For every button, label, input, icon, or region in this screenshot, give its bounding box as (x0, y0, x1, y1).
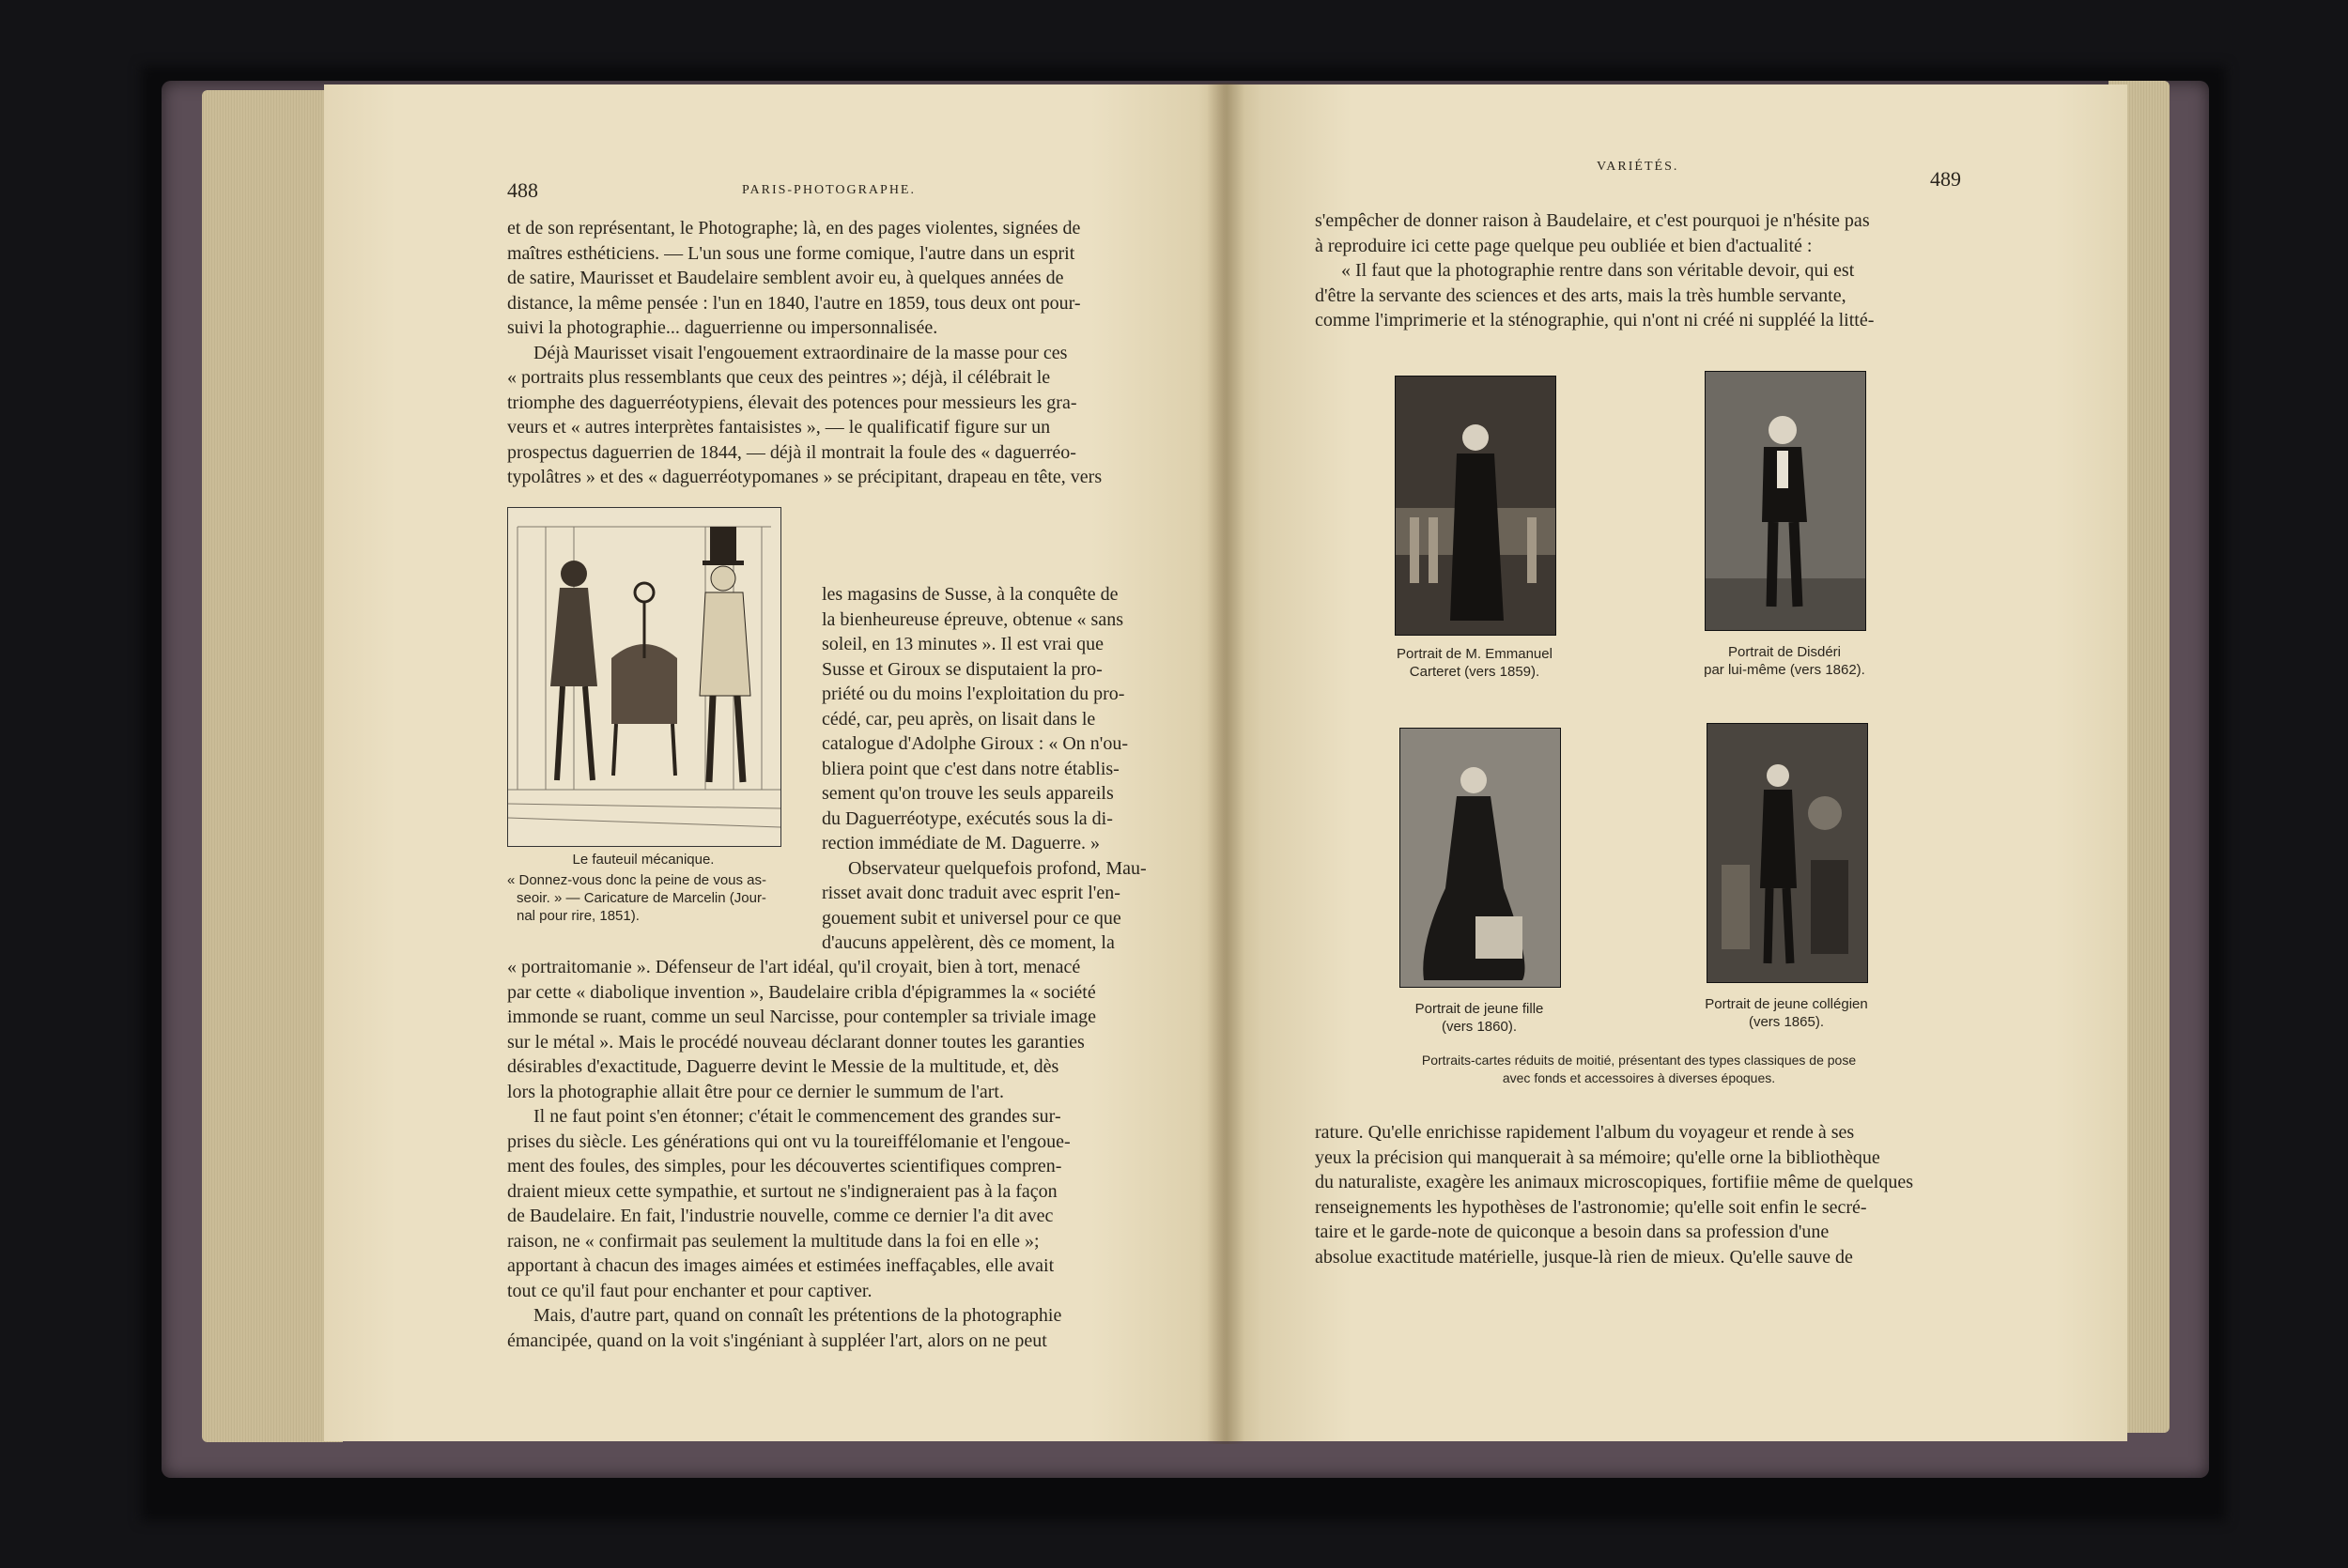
text-line: distance, la même pensée : l'un en 1840, l'autre en 1859, tous deux ont pour- (507, 292, 1081, 314)
caption-line: seoir. » — Caricature de Marcelin (Jour- (517, 890, 766, 906)
text-line: renseignements les hypothèses de l'astronomie; qu'elle soit enfin le secré- (1315, 1196, 1867, 1218)
text-line: suivi la photographie... daguerrienne ou impersonnalisée. (507, 317, 938, 338)
text-line: soleil, en 13 minutes ». Il est vrai que (822, 634, 1104, 654)
caption-line: Portrait de jeune collégien (1705, 996, 1868, 1012)
caption-line: Portraits-cartes réduits de moitié, présentant des types classiques de pose (1421, 1053, 1857, 1068)
caption-line: (vers 1860). (1441, 1019, 1518, 1035)
text-line: prises du siècle. Les générations qui ont vu la toureiffélomanie et l'engoue- (507, 1130, 1071, 1152)
text-line: Il ne faut point s'en étonner; c'était le commencement des grandes sur- (533, 1106, 1061, 1127)
text-line: cédé, car, peu après, on lisait dans le (822, 708, 1096, 730)
text-line: émancipée, quand on la voit s'ingéniant à suppléer l'art, alors on ne peut (507, 1330, 1047, 1351)
text-line: de Baudelaire. En fait, l'industrie nouvelle, comme ce dernier l'a dit avec (507, 1206, 1054, 1226)
text-line: bliera point que c'est dans notre établis- (822, 758, 1120, 779)
text-line: désirables d'exactitude, Daguerre devint le Messie de la multitude, et, dès (507, 1056, 1059, 1077)
portrait-jeune-fille-caption (1385, 1000, 1573, 1036)
text-line: maîtres esthéticiens. — L'un sous une forme comique, l'autre dans un esprit (507, 242, 1075, 264)
text-line: à reproduire ici cette page quelque peu oubliée et bien d'actualité : (1315, 235, 1813, 256)
text-line: tout ce qu'il faut pour enchanter et pour captiver. (507, 1280, 873, 1301)
caption-line: Portrait de M. Emmanuel (1397, 646, 1552, 662)
text-line: comme l'imprimerie et la sténographie, qui n'ont ni créé ni suppléé la litté- (1315, 310, 1875, 331)
portrait-disderi-photo (1705, 371, 1866, 631)
text-line: « portraitomanie ». Défenseur de l'art idéal, qu'il croyait, bien à tort, menacé (507, 957, 1081, 977)
left-page-number: 488 (507, 178, 538, 202)
text-line: taire et le garde-note de quiconque a besoin dans sa profession d'une (1315, 1222, 1830, 1242)
text-line: Susse et Giroux se disputaient la pro- (822, 658, 1103, 680)
portrait-carteret-image (1396, 377, 1555, 635)
text-line: veurs et « autres interprètes fantaisistes », — le qualificatif figure sur un (507, 417, 1051, 438)
text-line: raison, ne « confirmait pas seulement la multitude dans la foi en elle »; (507, 1230, 1040, 1252)
caption-line: « Donnez-vous donc la peine de vous as- (507, 872, 767, 888)
caption-line: Portrait de jeune fille (1414, 1001, 1544, 1017)
text-line: Mais, d'autre part, quand on connaît les prétentions de la photographie (533, 1305, 1062, 1326)
text-line: « Il faut que la photographie rentre dans son véritable devoir, qui est (1341, 260, 1855, 281)
text-line: yeux la précision qui manquerait à sa mémoire; qu'elle orne la bibliothèque (1315, 1146, 1880, 1168)
illustration-caption-title: Le fauteuil mécanique. (572, 852, 715, 868)
book-gutter (1207, 83, 1244, 1444)
portrait-carteret-photo (1395, 376, 1556, 636)
caption-line: par lui-même (vers 1862). (1704, 662, 1865, 678)
text-line: Déjà Maurisset visait l'engouement extraordinaire de la masse pour ces (533, 342, 1068, 363)
text-line: risset avait donc traduit avec esprit l'en- (822, 883, 1120, 903)
text-line: du naturaliste, exagère les animaux microscopiques, fortifiie même de quelques (1315, 1172, 1914, 1192)
illustration-caption (507, 871, 784, 925)
left-side-column (822, 582, 1151, 956)
text-line: rature. Qu'elle enrichisse rapidement l'album du voyageur et rende à ses (1315, 1122, 1855, 1143)
caption-line: nal pour rire, 1851). (517, 908, 640, 924)
text-line: les magasins de Susse, à la conquête de (822, 584, 1119, 605)
text-line: et de son représentant, le Photographe; là, en des pages violentes, signées de (507, 218, 1081, 238)
text-line: prospectus daguerrien de 1844, — déjà il montrait la foule des « daguerréo- (507, 441, 1076, 463)
text-line: typolâtres » et des « daguerréotypomanes » se précipitant, drapeau en tête, vers (507, 467, 1103, 487)
portrait-jeune-fille-image (1400, 729, 1560, 987)
text-line: par cette « diabolique invention », Baudelaire cribla d'épigrammes la « société (507, 981, 1096, 1003)
text-line: catalogue d'Adolphe Giroux : « On n'ou- (822, 733, 1129, 754)
text-line: apportant à chacun des images aimées et estimées ineffaçables, elle avait (507, 1255, 1055, 1276)
caption-line: (vers 1865). (1748, 1014, 1825, 1030)
left-top-paragraph (507, 216, 1151, 490)
text-line: draient mieux cette sympathie, et surtout ne s'indigneraient pas à la façon (507, 1180, 1058, 1202)
text-line: Observateur quelquefois profond, Mau- (848, 857, 1147, 879)
text-line: s'empêcher de donner raison à Baudelaire, et c'est pourquoi je n'hésite pas (1315, 210, 1870, 231)
text-line: d'aucuns appelèrent, dès ce moment, la (822, 932, 1115, 953)
right-page (1226, 85, 2127, 1441)
text-line: gouement subit et universel pour ce que (822, 907, 1121, 929)
text-line: lors la photographie allait être pour ce dernier le summum de l'art. (507, 1081, 1004, 1102)
text-line: rection immédiate de M. Daguerre. » (822, 833, 1100, 853)
text-line: ment des foules, des simples, pour les découvertes scientifiques compren- (507, 1156, 1062, 1176)
portrait-jeune-fille-photo (1399, 728, 1561, 988)
caricature-drawing (508, 508, 780, 846)
text-line: d'être la servante des sciences et des arts, mais la très humble servante, (1315, 284, 1846, 306)
caption-line: Portrait de Disdéri (1727, 644, 1842, 660)
right-page-number: 489 (1930, 167, 1961, 191)
text-line: du Daguerréotype, exécutés sous la di- (822, 807, 1113, 829)
right-top-text (1315, 208, 1968, 333)
text-line: « portraits plus ressemblants que ceux des peintres »; déjà, il célébrait le (507, 367, 1051, 388)
text-line: sement qu'on trouve les seuls appareils (822, 783, 1114, 804)
portrait-jeune-collegien-caption (1683, 995, 1890, 1031)
caricature-illustration (507, 507, 781, 847)
text-line: absolue exactitude matérielle, jusque-là rien de mieux. Qu'elle sauve de (1315, 1246, 1853, 1268)
caption-line: avec fonds et accessoires à diverses époques. (1502, 1070, 1776, 1085)
portrait-carteret-caption (1376, 645, 1573, 681)
text-line: de satire, Maurisset et Baudelaire semblent avoir eu, à quelques années de (507, 268, 1064, 288)
text-line: immonde se ruant, comme un seul Narcisse, pour contempler sa triviale image (507, 1007, 1097, 1027)
portrait-jeune-collegien-image (1707, 724, 1867, 982)
text-line: triomphe des daguerréotypiens, élevait des potences pour messieurs les gra- (507, 392, 1077, 413)
caption-line: Carteret (vers 1859). (1409, 664, 1540, 680)
left-page (324, 85, 1226, 1441)
left-page-edges (202, 90, 343, 1442)
left-running-head: PARIS-PHOTOGRAPHE. (742, 183, 916, 197)
portrait-disderi-caption (1686, 643, 1883, 679)
figure-caption (1338, 1052, 1939, 1087)
right-bottom-text (1315, 1120, 1968, 1269)
right-running-head: VARIÉTÉS. (1597, 160, 1679, 174)
left-bottom-text (507, 955, 1151, 1353)
text-line: la bienheureuse épreuve, obtenue « sans (822, 608, 1123, 630)
portrait-disderi-image (1706, 372, 1865, 630)
text-line: priété ou du moins l'exploitation du pro- (822, 684, 1125, 704)
text-line: sur le métal ». Mais le procédé nouveau déclarant donner toutes les garanties (507, 1031, 1085, 1053)
portrait-jeune-collegien-photo (1707, 723, 1868, 983)
